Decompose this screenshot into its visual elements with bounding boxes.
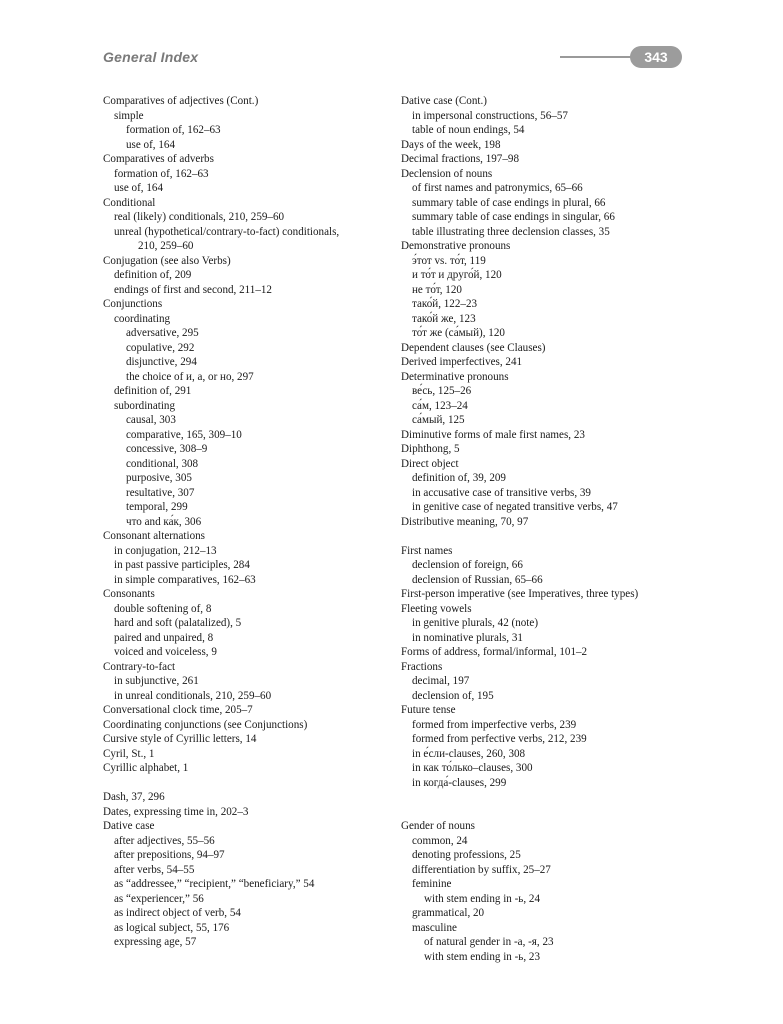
index-subentry: conditional, 308: [126, 457, 199, 470]
index-subentry: то́т же (са́мый), 120: [412, 327, 505, 339]
index-subentry: expressing age, 57: [114, 936, 197, 948]
index-subentry: не то́т, 120: [412, 283, 462, 296]
index-entry: Dash, 37, 296: [103, 791, 165, 803]
index-subentry: in accusative case of transitive verbs, 39: [412, 486, 591, 499]
index-subentry: concessive, 308–9: [126, 443, 208, 455]
header-rule: [560, 56, 640, 58]
index-entry: Dative case: [103, 820, 155, 832]
index-entry: Dependent clauses (see Clauses): [401, 341, 546, 354]
index-subentry: with stem ending in -ь, 24: [424, 892, 540, 905]
index-subentry: table of noun endings, 54: [412, 124, 525, 136]
index-entry: Future tense: [401, 704, 456, 716]
index-subentry: in subjunctive, 261: [114, 675, 199, 687]
index-subentry: copulative, 292: [126, 341, 195, 354]
section-gap: [103, 776, 393, 791]
index-subentry: и то́т и друго́й, 120: [412, 269, 502, 281]
index-subentry: temporal, 299: [126, 501, 188, 513]
index-subentry: declension of Russian, 65–66: [412, 573, 543, 586]
index-subentry: hard and soft (palatalized), 5: [114, 617, 242, 629]
index-entry: Direct object: [401, 457, 459, 470]
index-subentry: comparative, 165, 309–10: [126, 428, 242, 441]
index-subentry: table illustrating three declension classes, 35: [412, 225, 610, 238]
index-subentry: formed from perfective verbs, 212, 239: [412, 733, 587, 745]
index-entry: Demonstrative pronouns: [401, 240, 511, 252]
index-subentry: adversative, 295: [126, 327, 199, 339]
index-subentry: grammatical, 20: [412, 907, 485, 919]
index-subentry: in simple comparatives, 162–63: [114, 573, 256, 586]
index-subentry: of natural gender in -а, -я, 23: [424, 936, 554, 948]
index-subentry: as logical subject, 55, 176: [114, 921, 230, 934]
index-entry: Coordinating conjunctions (see Conjunctions): [103, 718, 308, 731]
index-entry: Determinative pronouns: [401, 370, 509, 383]
index-subentry: formation of, 162–63: [114, 167, 209, 180]
index-entry: Declension of nouns: [401, 167, 493, 180]
index-subentry: masculine: [412, 921, 457, 934]
index-entry: Fleeting vowels: [401, 602, 472, 615]
index-subentry: endings of first and second, 211–12: [114, 283, 272, 296]
index-subentry: in impersonal constructions, 56–57: [412, 109, 568, 122]
index-column-right: [401, 94, 701, 964]
index-subentry: э́тот vs. то́т, 119: [412, 254, 486, 267]
index-subentry: the choice of и, а, or но, 297: [126, 370, 254, 383]
index-subentry: са́м, 123–24: [412, 399, 468, 412]
index-subentry: causal, 303: [126, 414, 176, 426]
index-subentry: common, 24: [412, 834, 468, 847]
index-subentry: use of, 164: [114, 182, 163, 194]
index-subentry: formation of, 162–63: [126, 124, 221, 136]
index-subentry: real (likely) conditionals, 210, 259–60: [114, 211, 285, 223]
index-subentry: summary table of case endings in plural, 66: [412, 196, 606, 209]
index-subentry: in unreal conditionals, 210, 259–60: [114, 689, 272, 702]
index-subentry: disjunctive, 294: [126, 356, 197, 368]
index-entry: Conditional: [103, 196, 156, 209]
index-entry: Distributive meaning, 70, 97: [401, 515, 529, 528]
index-subentry: subordinating: [114, 399, 176, 412]
index-subentry: paired and unpaired, 8: [114, 631, 214, 644]
index-subentry: after prepositions, 94–97: [114, 849, 225, 861]
index-entry: Cyrillic alphabet, 1: [103, 762, 189, 774]
index-subentry: тако́й же, 123: [412, 312, 476, 325]
index-subentry: use of, 164: [126, 138, 175, 151]
index-subentry: with stem ending in -ь, 23: [424, 950, 540, 963]
index-subentry: summary table of case endings in singular, 66: [412, 211, 615, 223]
index-subentry: definition of, 209: [114, 269, 192, 281]
index-entry: Conversational clock time, 205–7: [103, 704, 253, 716]
index-entry: Decimal fractions, 197–98: [401, 153, 519, 165]
running-header-title: General Index: [103, 49, 199, 65]
section-gap: [401, 805, 701, 820]
index-entry: Dative case (Cont.): [401, 95, 487, 107]
index-subentry: denoting professions, 25: [412, 849, 521, 861]
index-column-left: [103, 94, 393, 950]
index-subentry: resultative, 307: [126, 486, 195, 499]
index-subentry: 210, 259–60: [138, 240, 194, 252]
index-subentry: тако́й, 122–23: [412, 298, 478, 310]
index-subentry: coordinating: [114, 312, 171, 325]
index-subentry: after adjectives, 55–56: [114, 834, 215, 847]
index-subentry: double softening of, 8: [114, 602, 212, 615]
index-entry: Days of the week, 198: [401, 138, 501, 151]
index-entry: Diphthong, 5: [401, 443, 460, 455]
index-subentry: of first names and patronymics, 65–66: [412, 182, 583, 194]
index-subentry: in conjugation, 212–13: [114, 544, 217, 557]
index-subentry: differentiation by suffix, 25–27: [412, 863, 551, 876]
index-entry: Consonants: [103, 588, 155, 600]
index-entry: Dates, expressing time in, 202–3: [103, 805, 249, 818]
section-gap: [401, 529, 701, 544]
index-subentry: feminine: [412, 878, 452, 890]
index-subentry: in genitive case of negated transitive verbs, 47: [412, 501, 618, 513]
index-subentry: after verbs, 54–55: [114, 863, 195, 876]
index-subentry: definition of, 291: [114, 385, 192, 397]
page-number-badge: 343: [630, 46, 682, 68]
index-entry: Fractions: [401, 660, 443, 673]
index-subentry: ве́сь, 125–26: [412, 385, 472, 397]
index-subentry: unreal (hypothetical/contrary-to-fact) conditionals,: [114, 225, 340, 238]
section-gap: [401, 790, 701, 805]
index-subentry: in е́сли-clauses, 260, 308: [412, 747, 526, 760]
index-subentry: что and ка́к, 306: [126, 515, 202, 528]
index-entry: Contrary-to-fact: [103, 660, 176, 673]
index-subentry: purposive, 305: [126, 472, 192, 484]
index-subentry: as indirect object of verb, 54: [114, 907, 241, 919]
index-entry: Derived imperfectives, 241: [401, 356, 523, 368]
index-entry: Forms of address, formal/informal, 101–2: [401, 646, 588, 658]
index-subentry: declension of, 195: [412, 689, 494, 702]
index-entry: Diminutive forms of male first names, 23: [401, 428, 585, 441]
index-entry: Cursive style of Cyrillic letters, 14: [103, 733, 257, 745]
index-entry: Comparatives of adjectives (Cont.): [103, 95, 259, 107]
index-subentry: voiced and voiceless, 9: [114, 646, 217, 658]
index-subentry: as “experiencer,” 56: [114, 892, 204, 905]
index-subentry: definition of, 39, 209: [412, 472, 506, 484]
index-entry: Conjunctions: [103, 298, 163, 310]
index-subentry: formed from imperfective verbs, 239: [412, 718, 577, 731]
index-subentry: in когда́-clauses, 299: [412, 776, 507, 789]
index-entry: Gender of nouns: [401, 820, 475, 832]
index-subentry: in genitive plurals, 42 (note): [412, 617, 539, 629]
index-subentry: in past passive participles, 284: [114, 559, 250, 571]
index-subentry: simple: [114, 109, 144, 122]
index-subentry: са́мый, 125: [412, 414, 465, 426]
index-subentry: in nominative plurals, 31: [412, 631, 523, 644]
index-subentry: declension of foreign, 66: [412, 559, 523, 571]
index-subentry: in как то́лько–clauses, 300: [412, 762, 533, 774]
index-entry: Cyril, St., 1: [103, 747, 155, 760]
index-entry: First names: [401, 544, 453, 557]
index-entry: First-person imperative (see Imperatives, three types): [401, 588, 639, 600]
index-entry: Comparatives of adverbs: [103, 153, 214, 165]
index-entry: Consonant alternations: [103, 530, 205, 542]
index-subentry: as “addressee,” “recipient,” “beneficiary,” 54: [114, 878, 315, 890]
index-entry: Conjugation (see also Verbs): [103, 254, 231, 267]
index-subentry: decimal, 197: [412, 675, 470, 687]
